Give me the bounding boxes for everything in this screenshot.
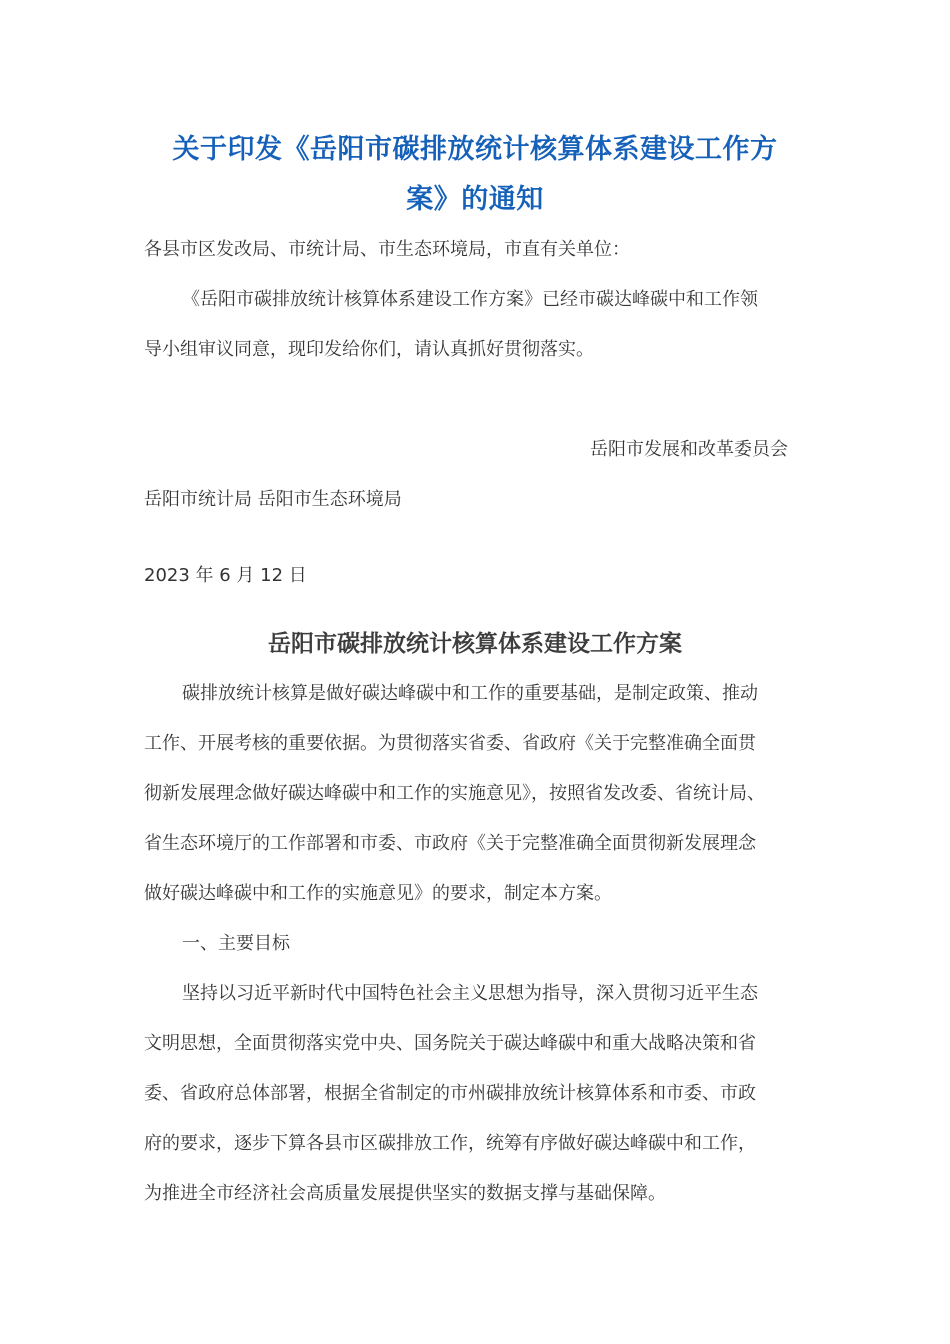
section-1-line: 府的要求，逐步下算各县市区碳排放工作，统筹有序做好碳达峰碳中和工作，: [144, 1133, 756, 1154]
notice-body-line-2: 导小组审议同意，现印发给你们，请认真抓好贯彻落实。: [144, 339, 594, 360]
notice-addressee: 各县市区发改局、市统计局、市生态环境局，市直有关单位：: [144, 239, 630, 260]
plan-intro-line: 彻新发展理念做好碳达峰碳中和工作的实施意见》，按照省发改委、省统计局、: [144, 783, 765, 804]
notice-title-line-2: 案》的通知: [406, 184, 544, 215]
signer-bureaus: 岳阳市统计局 岳阳市生态环境局: [144, 489, 402, 510]
section-1-line: 坚持以习近平新时代中国特色社会主义思想为指导，深入贯彻习近平生态: [182, 983, 758, 1004]
plan-intro-line: 省生态环境厅的工作部署和市委、市政府《关于完整准确全面贯彻新发展理念: [144, 833, 756, 854]
section-1-line: 为推进全市经济社会高质量发展提供坚实的数据支撑与基础保障。: [144, 1183, 666, 1204]
plan-title: 岳阳市碳排放统计核算体系建设工作方案: [268, 631, 682, 657]
document-page: [144, 125, 806, 1219]
section-1-heading: 一、主要目标: [182, 933, 290, 954]
plan-intro-line: 做好碳达峰碳中和工作的实施意见》的要求，制定本方案。: [144, 883, 612, 904]
section-1-line: 文明思想，全面贯彻落实党中央、国务院关于碳达峰碳中和重大战略决策和省: [144, 1033, 756, 1054]
notice-title-line-1: 关于印发《岳阳市碳排放统计核算体系建设工作方: [172, 134, 778, 165]
notice-title: [144, 125, 806, 225]
signer-ndrc: 岳阳市发展和改革委员会: [590, 439, 788, 460]
section-1-paragraph: [144, 969, 806, 1219]
plan-intro-paragraph: [144, 669, 806, 919]
notice-body-line-1: 《岳阳市碳排放统计核算体系建设工作方案》已经市碳达峰碳中和工作领: [182, 289, 758, 310]
plan-intro-line: 碳排放统计核算是做好碳达峰碳中和工作的重要基础，是制定政策、推动: [182, 683, 758, 704]
notice-date: 2023 年 6 月 12 日: [144, 565, 307, 586]
plan-intro-line: 工作、开展考核的重要依据。为贯彻落实省委、省政府《关于完整准确全面贯: [144, 733, 756, 754]
section-1-line: 委、省政府总体部署，根据全省制定的市州碳排放统计核算体系和市委、市政: [144, 1083, 756, 1104]
